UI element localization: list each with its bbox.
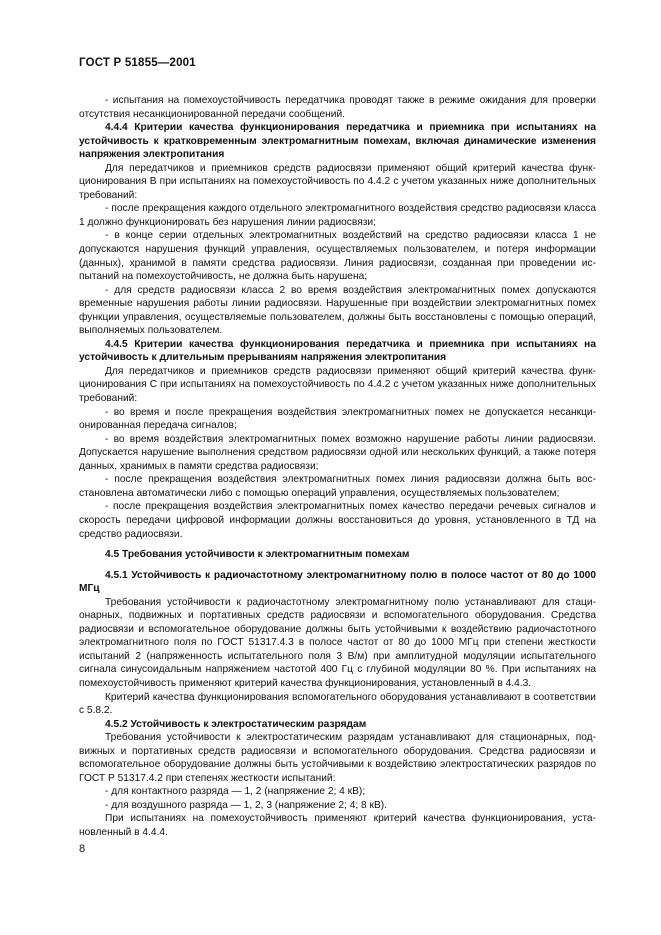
paragraph: - испытания на помехоустойчивость передатчика проводят также в режиме ожидания для проверки отсутствия несанкционированной передачи сообщений. xyxy=(79,95,596,120)
section-heading: 4.5.2 Устойчивость к электростатическим разрядам xyxy=(105,718,367,730)
list-item: - для средств радиосвязи класса 2 во время воздействия электромагнитных помех допускаются временные нарушения работы линии радиосвязи. Нарушенные при воздействии электромагнитных помех функции управления, осуществляемые пользователем, должны быть восстановлены с помощью операций, выполняемых пользователем. xyxy=(79,284,596,337)
list-item: - после прекращения каждого отдельного электромагнитного воздействия средство радиосвязи класса 1 должно функционировать без нарушения линии радиосвязи; xyxy=(79,203,596,228)
list-item: - для воздушного разряда — 1, 2, 3 (напряжение 2; 4; 8 кВ). xyxy=(105,799,387,811)
list-item: - после прекращения воздействия электромагнитных помех качество передачи речевых сигналов и скорость передачи цифровой информации должны восстановиться до уровня, установленного в ТД на средство радиосвязи. xyxy=(79,501,596,540)
section-heading: 4.4.5 Критерии качества функционирования передатчика и приемника при испытаниях на устойчивость к длительным прерываниям напряжения электропитания xyxy=(79,338,596,364)
list-item: - для контактного разряда — 1, 2 (напряжение 2; 4 кВ); xyxy=(105,786,366,798)
section-heading: 4.5 Требования устойчивости к электромагнитным помехам xyxy=(105,549,410,561)
paragraph: При испытаниях на помехоустойчивость применяют критерий качества функционирования, установленный в 4.4.4. xyxy=(79,813,596,838)
document-body xyxy=(79,94,596,840)
list-item: - во время и после прекращения воздействия электромагнитных помех не допускается несанкционированная передача сигналов; xyxy=(79,406,596,432)
paragraph: Для передатчиков и приемников средств радиосвязи применяют общий критерий качества функционирования С при испытаниях на помехоустойчивость по 4.4.2 с учетом указанных ниже дополнительных требований: xyxy=(79,365,596,405)
list-item: - после прекращения воздействия электромагнитных помех линия радиосвязи должна быть восстановлена автоматически либо с помощью операций управления, осуществляемых пользователем; xyxy=(79,474,596,499)
list-item: - в конце серии отдельных электромагнитных воздействий на средство радиосвязи класса 1 не допускаются нарушения функций управления, осуществляемых пользователем, и потеря информации (данных), хранимой в памяти средства радиосвязи. Линия радиосвязи, созданная при проведении испытаний на помехоустойчивость, не должна быть нарушена; xyxy=(79,230,596,283)
paragraph: Для передатчиков и приемников средств радиосвязи применяют общий критерий качества функционирования В при испытаниях на помехоустойчивость по 4.4.2 с учетом указанных ниже дополнительных требований: xyxy=(79,162,596,201)
list-item: - во время воздействия электромагнитных помех возможно нарушение работы линии радиосвязи. Допускается нарушение выполнения средством радиосвязи одной или нескольких функций, а также потеря данных, хранимых в памяти средства радиосвязи; xyxy=(79,433,596,472)
paragraph: Требования устойчивости к радиочастотному электромагнитному полю устанавливают для стационарных, подвижных и портативных средств радиосвязи и вспомогательного оборудования. Средства радиосвязи и вспомогательное оборудование должны быть устойчивыми к воздействию радиочастотного электромагнитного поля по ГОСТ 51317.4.3 в полосе частот от 80 до 1000 МГц при степени жесткости испытаний 2 (напряженность испытательного поля 3 В/м) при амплитудной модуляции испытательного сигнала синусоидальным напряжением частотой 400 Гц с глубиной модуляции 80 %. При испытаниях на помехоустойчивость применяют критерий качества функционирования, установленный в 4.4.3. xyxy=(79,596,596,689)
page-number: 8 xyxy=(79,843,86,855)
section-heading: 4.5.1 Устойчивость к радиочастотному электромагнитному полю в полосе частот от 80 до 1000 МГц xyxy=(79,569,596,595)
paragraph: Требования устойчивости к электростатическим разрядам устанавливают для стационарных, подвижных и портативных средств радиосвязи и вспомогательного оборудования. Средства радиосвязи и вспомогательное оборудование должны быть устойчивыми к воздействию электростатических разрядов по ГОСТ Р 51317.4.2 при степенях жесткости испытаний: xyxy=(79,732,596,784)
page-header: ГОСТ Р 51855—2001 xyxy=(79,57,196,69)
paragraph: Критерий качества функционирования вспомогательного оборудования устанавливают в соответствии с 5.8.2. xyxy=(79,691,596,717)
section-heading: 4.4.4 Критерии качества функционирования передатчика и приемника при испытаниях на устойчивость к кратковременным электромагнитным помехам, включая динамические изменения напряжения электропитания xyxy=(79,122,596,161)
